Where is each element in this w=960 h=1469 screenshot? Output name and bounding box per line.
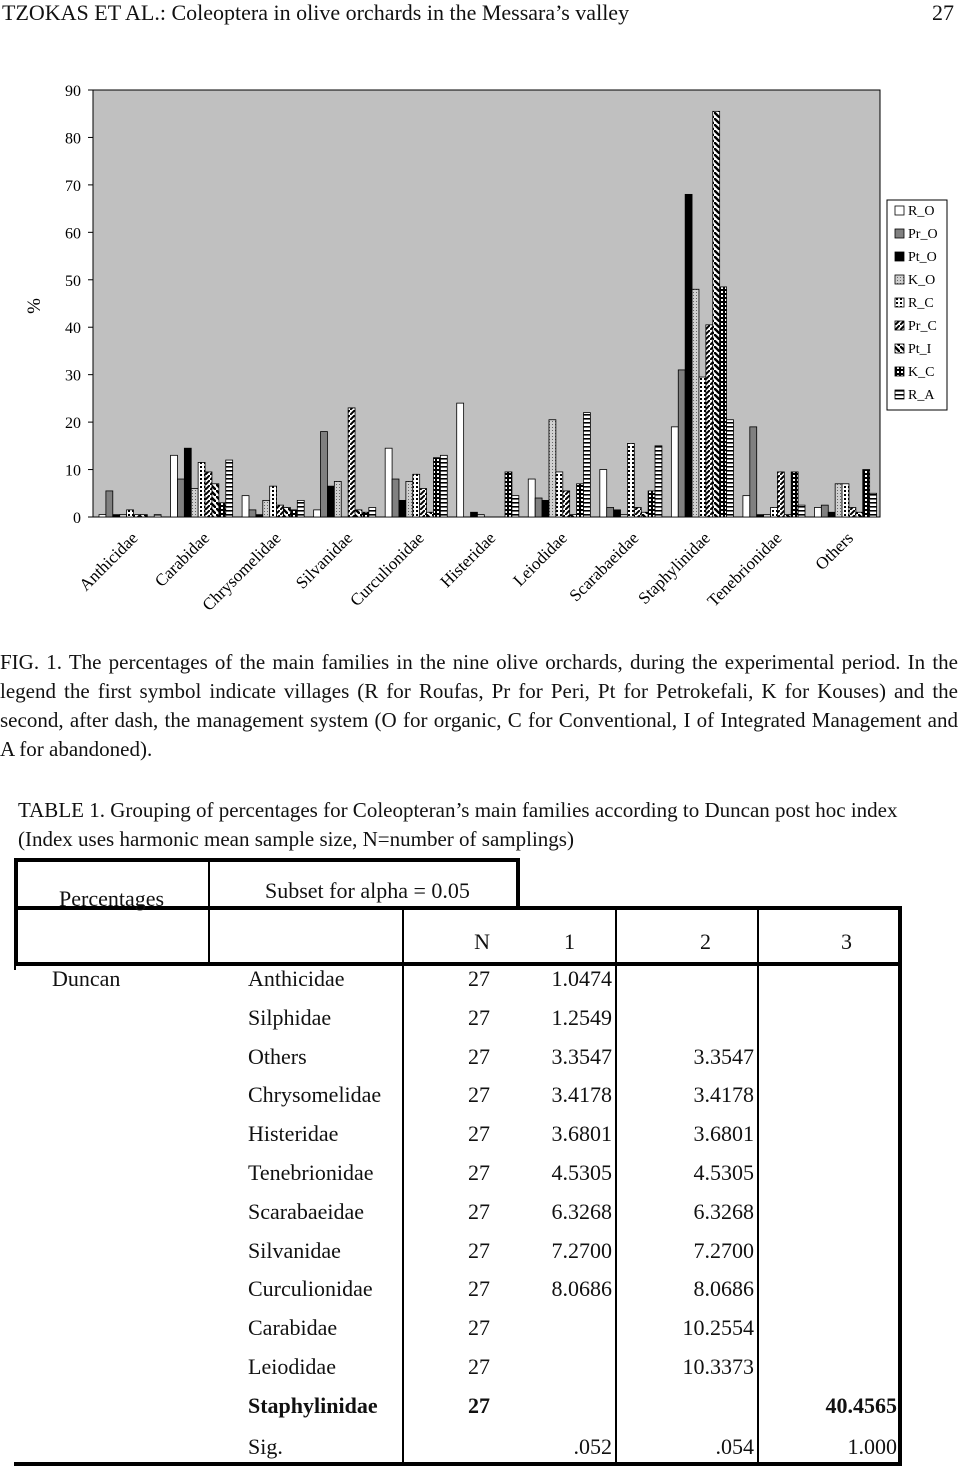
bar-pr-c [134, 515, 141, 517]
bar-k-c [433, 458, 440, 517]
bar-pt-o [471, 512, 478, 517]
bar-k-c [791, 472, 798, 517]
bar-r-o [671, 427, 678, 517]
legend-entry: R_A [908, 388, 935, 403]
table-caption-text: Grouping of percentages for Coleopteran’s main families according to Duncan post hoc index (Index uses harmonic mean sample size, N=number of samplings) [18, 798, 898, 851]
x-tick-label: Scarabaeidae [565, 528, 643, 606]
family-cell: Histeridae [248, 1121, 339, 1146]
bar-pt-o [327, 486, 334, 517]
bar-r-o [314, 510, 321, 517]
subset-2-cell: 3.4178 [693, 1082, 754, 1107]
x-tick-label: Anthicidae [75, 528, 142, 595]
bar-pt-i [570, 515, 577, 517]
subset-1-cell: 8.0686 [551, 1276, 612, 1301]
legend-entry: Pt_O [908, 250, 937, 265]
col-n-header: N [474, 929, 490, 954]
figure-caption-label: FIG. 1. [0, 650, 63, 674]
bar-k-o [621, 515, 628, 517]
bar-r-c [556, 472, 563, 517]
x-tick-label: Silvanidae [292, 528, 357, 593]
plot-area [93, 90, 880, 517]
n-cell: 27 [468, 1160, 490, 1185]
n-cell: 27 [468, 1393, 490, 1418]
bar-pr-c [706, 325, 713, 517]
bar-pt-i [713, 111, 720, 517]
bar-pt-o [184, 448, 191, 517]
bar-r-c [270, 486, 277, 517]
running-title: TZOKAS ET AL.: Coleoptera in olive orchards in the Messara’s valley [2, 0, 630, 25]
subset-2-cell: 4.5305 [693, 1160, 754, 1185]
bar-r-o [99, 515, 106, 517]
bar-pr-o [177, 479, 184, 517]
bar-r-o [743, 496, 750, 517]
subset-1-cell: 4.5305 [551, 1160, 612, 1185]
bar-r-c [842, 484, 849, 517]
bar-k-c [362, 512, 369, 517]
method-label: Duncan [52, 966, 121, 991]
legend-entry: R_C [908, 296, 934, 311]
legend-swatch [895, 298, 904, 307]
bar-r-c [627, 443, 634, 517]
bar-r-o [528, 479, 535, 517]
subset-2-cell: 3.6801 [693, 1121, 754, 1146]
bar-pr-o [249, 510, 256, 517]
legend-swatch [895, 321, 904, 330]
legend-swatch [895, 252, 904, 261]
bar-pt-o [256, 515, 263, 517]
bar-k-c [505, 472, 512, 517]
bar-pt-i [355, 510, 362, 517]
y-tick-label: 70 [65, 177, 81, 195]
bar-pr-o [321, 432, 328, 517]
group-header: Subset for alpha = 0.05 [265, 878, 470, 903]
bar-pt-o [685, 194, 692, 517]
legend-entry: R_O [908, 204, 935, 219]
bar-r-a [440, 455, 447, 517]
bar-k-c [219, 503, 226, 517]
bar-pr-c [634, 508, 641, 517]
bar-pt-i [784, 515, 791, 517]
figure-caption-text: The percentages of the main families in the nine olive orchards, during the experimental period. In the legend the first symbol indicate villages (R for Roufas, Pr for Peri, Pt for Petrokefali, K for Kouses) and the second, after dash, the management system (O for organic, C for Conventional, I of Integrated Management and A for abandoned). [0, 650, 958, 761]
subset-1-cell: 1.2549 [551, 1005, 612, 1030]
sig-3: 1.000 [847, 1434, 897, 1459]
bar-k-o [263, 500, 270, 517]
subset-2-cell: 7.2700 [693, 1238, 754, 1263]
bar-k-o [549, 420, 556, 517]
bar-r-c [771, 508, 778, 517]
table-caption-label: TABLE 1. [18, 798, 105, 822]
bar-k-o [764, 515, 771, 517]
bar-pr-o [750, 427, 757, 517]
bar-pr-c [205, 472, 212, 517]
bar-pr-o [535, 498, 542, 517]
bar-chart [0, 70, 960, 630]
page-number: 27 [932, 0, 954, 25]
bar-pr-c [777, 472, 784, 517]
subset-2-cell: 3.3547 [693, 1044, 754, 1069]
family-cell: Curculionidae [248, 1276, 373, 1301]
bar-pt-o [113, 515, 120, 517]
bar-pt-o [828, 512, 835, 517]
y-tick-label: 80 [65, 130, 81, 148]
legend-entry: Pt_I [908, 342, 932, 357]
bar-r-o [385, 448, 392, 517]
bar-k-o [191, 489, 198, 517]
bar-r-a [655, 446, 662, 517]
bar-k-c [290, 510, 297, 517]
family-cell: Leiodidae [248, 1354, 336, 1379]
bar-pt-i [212, 484, 219, 517]
n-cell: 27 [468, 1238, 490, 1263]
x-tick-label: Tenebrionidae [703, 528, 786, 611]
n-cell: 27 [468, 1276, 490, 1301]
n-cell: 27 [468, 1005, 490, 1030]
legend-entry: K_C [908, 365, 935, 380]
bar-pt-i [856, 512, 863, 517]
legend-swatch [895, 275, 904, 284]
bar-k-o [692, 289, 699, 517]
legend-entry: Pr_O [908, 227, 938, 242]
x-tick-label: Chrysomelidae [198, 528, 285, 615]
bar-r-a [297, 500, 304, 517]
subset-3-cell: 40.4565 [825, 1393, 897, 1418]
family-cell: Chrysomelidae [248, 1082, 382, 1107]
table-caption [18, 796, 948, 854]
bar-pt-o [542, 500, 549, 517]
subset-1-cell: 1.0474 [551, 966, 612, 991]
n-cell: 27 [468, 1199, 490, 1224]
bar-r-a [583, 413, 590, 517]
subset-2-cell: 6.3268 [693, 1199, 754, 1224]
sig-1: .052 [573, 1434, 612, 1459]
bar-r-o [457, 403, 464, 517]
bar-r-o [814, 508, 821, 517]
x-tick-label: Staphylinidae [634, 528, 714, 608]
y-tick-label: 0 [73, 510, 81, 527]
subset-2-cell: 8.0686 [693, 1276, 754, 1301]
bar-r-a [512, 496, 519, 517]
subset-1-cell: 3.4178 [551, 1082, 612, 1107]
bar-r-c [127, 510, 134, 517]
x-axis-labels [75, 528, 857, 614]
bar-pt-o [614, 510, 621, 517]
bar-pt-i [283, 508, 290, 517]
bar-pr-c [420, 489, 427, 517]
n-cell: 27 [468, 1044, 490, 1069]
y-tick-label: 50 [65, 272, 81, 290]
subset-2-cell: 10.3373 [682, 1354, 754, 1379]
bar-r-c [413, 474, 420, 517]
col-1-header: 1 [564, 929, 575, 954]
legend-entry: K_O [908, 273, 936, 288]
legend-entry: Pr_C [908, 319, 937, 334]
bar-r-a [226, 460, 233, 517]
n-cell: 27 [468, 966, 490, 991]
family-cell: Silphidae [248, 1005, 332, 1030]
bar-pt-o [399, 500, 406, 517]
bar-pr-o [607, 508, 614, 517]
row-header: Percentages [59, 886, 165, 911]
y-tick-label: 90 [65, 83, 81, 100]
x-tick-label: Histeridae [436, 528, 500, 592]
subset-1-cell: 3.6801 [551, 1121, 612, 1146]
bar-pr-o [392, 479, 399, 517]
bar-r-a [798, 505, 805, 517]
bar-k-o [477, 515, 484, 517]
sig-label: Sig. [248, 1434, 283, 1459]
family-cell: Tenebrionidae [248, 1160, 374, 1185]
bar-pr-o [106, 491, 113, 517]
col-2-header: 2 [700, 929, 711, 954]
family-cell: Others [248, 1044, 307, 1069]
y-axis [65, 83, 93, 527]
legend-swatch [895, 367, 904, 376]
legend-swatch [895, 206, 904, 215]
x-tick-label: Leiodidae [509, 528, 571, 590]
family-cell: Carabidae [248, 1315, 338, 1340]
n-cell: 27 [468, 1121, 490, 1146]
y-tick-label: 20 [65, 415, 81, 433]
legend [887, 200, 947, 410]
family-cell: Scarabaeidae [248, 1199, 365, 1224]
bar-pt-o [757, 515, 764, 517]
y-tick-label: 60 [65, 225, 81, 243]
bar-r-a [870, 493, 877, 517]
bar-k-c [720, 287, 727, 517]
bar-k-c [577, 484, 584, 517]
sig-2: .054 [715, 1434, 754, 1459]
bar-pr-c [277, 505, 284, 517]
n-cell: 27 [468, 1082, 490, 1107]
x-tick-label: Curculionidae [346, 528, 428, 610]
bar-pt-i [427, 512, 434, 517]
duncan-table [14, 858, 902, 1466]
y-tick-label: 10 [65, 462, 81, 480]
family-cell: Staphylinidae [248, 1393, 378, 1418]
bar-r-c [699, 377, 706, 517]
subset-1-cell: 6.3268 [551, 1199, 612, 1224]
bar-r-a [154, 515, 161, 517]
bar-r-o [600, 470, 607, 517]
bar-k-c [648, 491, 655, 517]
bar-pr-o [821, 505, 828, 517]
x-tick-label: Others [811, 528, 858, 574]
subset-1-cell: 3.3547 [551, 1044, 612, 1069]
legend-swatch [895, 344, 904, 353]
y-axis-label: % [24, 298, 45, 314]
bar-pr-o [678, 370, 685, 517]
bar-r-a [727, 420, 734, 517]
legend-swatch [895, 229, 904, 238]
family-cell: Anthicidae [248, 966, 345, 991]
family-cell: Silvanidae [248, 1238, 341, 1263]
bar-pt-i [140, 515, 147, 517]
bar-pr-c [849, 508, 856, 517]
figure-caption [0, 648, 958, 764]
bar-pr-c [348, 408, 355, 517]
bar-k-o [120, 515, 127, 517]
bar-r-o [242, 496, 249, 517]
x-tick-label: Carabidae [150, 528, 214, 591]
legend-swatch [895, 390, 904, 399]
running-header [0, 0, 960, 28]
col-3-header: 3 [841, 929, 852, 954]
subset-1-cell: 7.2700 [551, 1238, 612, 1263]
y-tick-label: 40 [65, 320, 81, 338]
n-cell: 27 [468, 1354, 490, 1379]
y-tick-label: 30 [65, 367, 81, 385]
bar-r-o [171, 455, 178, 517]
bar-k-o [334, 481, 341, 517]
bar-k-o [406, 481, 413, 517]
bar-r-a [369, 508, 376, 517]
bar-k-o [835, 484, 842, 517]
n-cell: 27 [468, 1315, 490, 1340]
bar-r-c [198, 462, 205, 517]
subset-2-cell: 10.2554 [682, 1315, 754, 1340]
bar-pt-i [641, 512, 648, 517]
bar-k-c [863, 470, 870, 517]
bar-pr-c [563, 491, 570, 517]
